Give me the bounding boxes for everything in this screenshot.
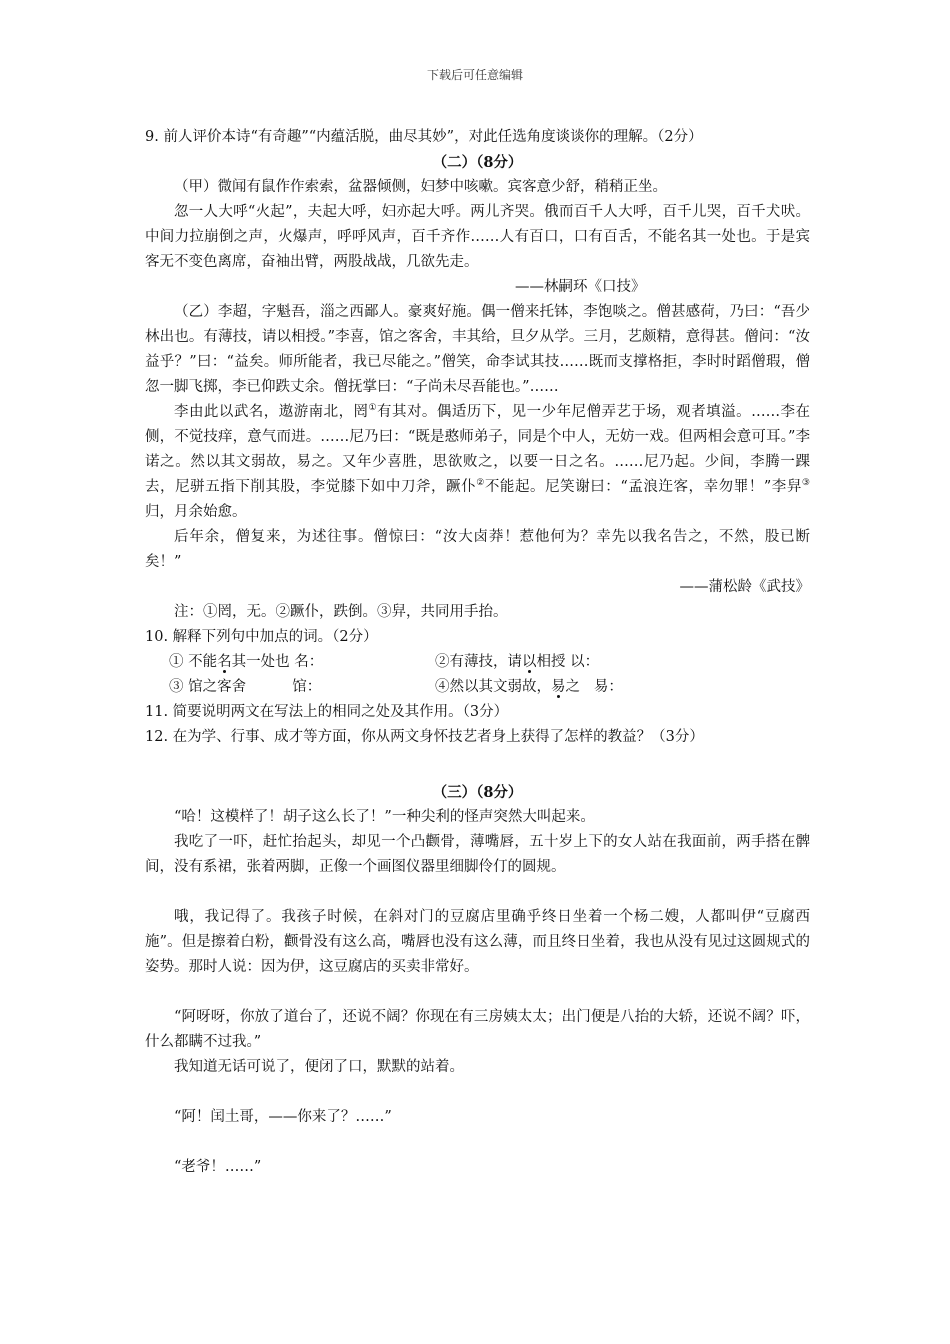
passage-yi-p2-part-d: 归，月余始愈。 bbox=[145, 504, 247, 520]
item-3-suffix: ： bbox=[306, 679, 322, 695]
question-10-item-3 bbox=[145, 675, 435, 700]
question-11: 11. 简要说明两文在写法上的相同之处及其作用。（3分） bbox=[145, 704, 509, 720]
passage-3-p1: “哈！这模样了！胡子这么长了！”一种尖利的怪声突然大叫起来。 bbox=[174, 809, 595, 825]
item-1-prefix: ① 不能 bbox=[169, 654, 218, 670]
passage-yi-p2 bbox=[145, 400, 810, 525]
question-10-item-2 bbox=[435, 650, 810, 675]
passage-3-p6: “阿！闰土哥，——你来了？……” bbox=[174, 1109, 392, 1125]
page-header: 下载后可任意编辑 bbox=[426, 68, 523, 82]
passage-3-p3: 哦，我记得了。我孩子时候，在斜对门的豆腐店里确乎终日坐着一个杨二嫂，人都叫伊“豆腐西施”。但是擦着白粉，颧骨没有这么高，嘴唇也没有这么薄，而且终日坐着，我也从没有见过这圆规式的姿势。那时人说：因为伊，这豆腐店的买卖非常好。 bbox=[145, 909, 810, 975]
question-9: 9. 前人评价本诗“有奇趣”“内蕴活脱，曲尽其妙”，对此任选角度谈谈你的理解。（2分） bbox=[145, 129, 703, 145]
item-3-word: 馆 bbox=[292, 679, 307, 695]
spacer bbox=[145, 880, 810, 905]
question-10-item-4 bbox=[435, 675, 810, 700]
item-4-dotted-word: 易 bbox=[551, 679, 566, 695]
item-1-dotted-word: 名 bbox=[217, 654, 232, 670]
passage-3-p7: “老爷！……” bbox=[174, 1159, 262, 1175]
item-1-suffix: 其一处也 名： bbox=[231, 654, 324, 670]
spacer bbox=[145, 980, 810, 1005]
item-4-suffix: 之 易： bbox=[565, 679, 623, 695]
passage-jia-p2: 忽一人大呼“火起”，夫起大呼，妇亦起大呼。两儿齐哭。俄而百千人大呼，百千儿哭，百千犬吠。中间力拉崩倒之声，火爆声，呼呼风声，百千齐作……人有百口，口有百舌，不能名其一处也。于是宾客无不变色离席，奋袖出臂，两股战战，几欲先走。 bbox=[145, 204, 810, 270]
passage-3-p5: 我知道无话可说了，便闭了口，默默的站着。 bbox=[174, 1059, 464, 1075]
footnote-ref-3: ③ bbox=[801, 478, 810, 489]
passage-jia-p1: （甲）微闻有鼠作作索索，盆器倾侧，妇梦中咳嗽。宾客意少舒，稍稍正坐。 bbox=[174, 179, 667, 195]
spacer bbox=[145, 750, 810, 780]
footnote-ref-1: ① bbox=[368, 403, 378, 414]
document-body bbox=[145, 125, 810, 1180]
passage-3-p4: “阿呀呀，你放了道台了，还说不阔？你现在有三房姨太太；出门便是八抬的大轿，还说不阔？吓，什么都瞒不过我。” bbox=[145, 1009, 810, 1050]
annotation-note: 注：①罔，无。②蹶仆，跌倒。③舁，共同用手抬。 bbox=[174, 604, 508, 620]
question-10-row-2 bbox=[145, 675, 810, 700]
question-12: 12. 在为学、行事、成才等方面，你从两文身怀技艺者身上获得了怎样的教益？（3分） bbox=[145, 729, 704, 745]
passage-yi-p2-part-c: 不能起。尼笑谢曰：“孟浪迕客，幸勿罪！”李舁 bbox=[484, 479, 802, 495]
item-3-prefix: ③ 馆之客舍 bbox=[169, 679, 293, 695]
section-3-heading: （三）（8分） bbox=[432, 784, 523, 801]
passage-jia-attribution: ——林嗣环《口技》 bbox=[515, 279, 646, 295]
question-10-item-1 bbox=[145, 650, 435, 675]
question-10-row-1 bbox=[145, 650, 810, 675]
spacer bbox=[145, 1080, 810, 1105]
passage-yi-p3: 后年余，僧复来，为述往事。僧惊曰：“汝大卤莽！惹他何为？幸先以我名告之，不然，股已断矣！” bbox=[145, 529, 810, 570]
footnote-ref-2: ② bbox=[476, 478, 485, 489]
passage-yi-p2-part-a: 李由此以武名，遨游南北，罔 bbox=[174, 404, 369, 420]
passage-3-p2: 我吃了一吓，赶忙抬起头，却见一个凸颧骨，薄嘴唇，五十岁上下的女人站在我面前，两手搭在髀间，没有系裙，张着两脚，正像一个画图仪器里细脚伶仃的圆规。 bbox=[145, 834, 810, 875]
passage-yi-attribution: ——蒲松龄《武技》 bbox=[679, 579, 810, 595]
passage-yi-p1: （乙）李超，字魁吾，淄之西鄙人。豪爽好施。偶一僧来托钵，李饱啖之。僧甚感荷，乃曰：“吾少林出也。有薄技，请以相授。”李喜，馆之客舍，丰其给，旦夕从学。三月，艺颇精，意得甚。僧问：“汝益乎？”曰：“益矣。师所能者，我已尽能之。”僧笑，命李试其技……既而支撑格拒，李时时蹈僧瑕，僧忽一脚飞掷，李已仰跌丈余。僧抚掌曰：“子尚未尽吾能也。”…… bbox=[145, 304, 810, 395]
item-2-prefix: ②有薄技，请 bbox=[435, 654, 522, 670]
question-10: 10. 解释下列句中加点的词。（2分） bbox=[145, 629, 378, 645]
section-2-heading: （二）（8分） bbox=[432, 154, 523, 171]
item-2-suffix: 相授 以： bbox=[536, 654, 600, 670]
spacer bbox=[145, 1130, 810, 1155]
passage-yi-p2-part-b: 有其对。偶适历下，见一少年尼僧弄艺于场，观者填溢。……李在侧，不觉技痒，意气而进。……尼乃曰：“既是憨师弟子，同是个中人，无妨一戏。但两相会意可耳。”李诺之。然以其文弱故，易之。又年少喜胜，思欲败之，以要一日之名。……尼乃起。少间，李腾一踝去，尼骈五指下削其股，李觉膝下如中刀斧，蹶仆 bbox=[145, 404, 810, 495]
item-2-dotted-word: 以 bbox=[522, 654, 537, 670]
item-4-prefix: ④然以其文弱故， bbox=[435, 679, 551, 695]
